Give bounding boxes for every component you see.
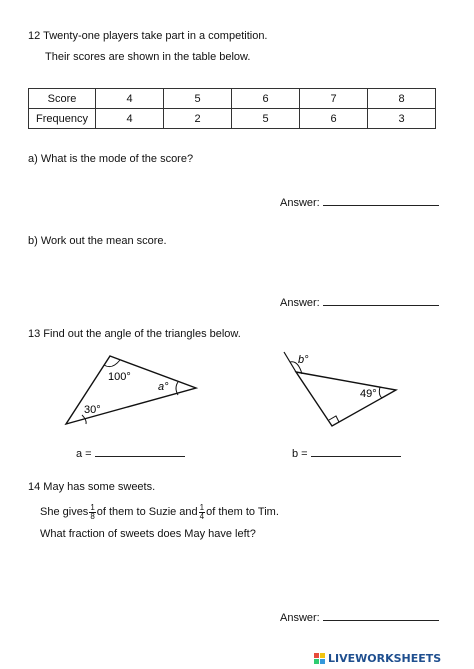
angle-b-field[interactable] <box>311 446 401 457</box>
table-row <box>29 109 436 129</box>
q14-title: 14 May has some sweets. <box>28 481 156 493</box>
gives-middle: of them to Suzie and <box>96 506 198 518</box>
answer-q14-row <box>280 610 439 625</box>
fraction-one-eighth <box>89 504 95 521</box>
q13-title: 13 Find out the angle of the triangles below. <box>28 328 241 340</box>
label-b: b = <box>292 448 308 460</box>
label-a: a = <box>76 448 92 460</box>
frac1-num: 1 <box>90 503 95 512</box>
q12-part-a: a) What is the mode of the score? <box>28 153 194 165</box>
table-cell: 5 <box>232 109 300 129</box>
table-cell: 2 <box>164 109 232 129</box>
table-cell: 3 <box>368 109 436 129</box>
answer-q14-field[interactable] <box>323 610 439 621</box>
angle-49-label: 49° <box>360 388 377 400</box>
table-cell: 6 <box>232 89 300 109</box>
q12-subtext: Their scores are shown in the table below. <box>45 51 251 63</box>
answer-label: Answer: <box>280 197 320 209</box>
frac2-num: 1 <box>199 503 205 512</box>
angle-a-label: a° <box>158 381 169 393</box>
angle-b-label: b° <box>298 354 309 366</box>
table-cell: 6 <box>300 109 368 129</box>
angle-30-label: 30° <box>84 404 101 416</box>
table-cell: Frequency <box>29 109 96 129</box>
answer-a-row <box>280 195 439 210</box>
answer-label: Answer: <box>280 297 320 309</box>
table-row <box>29 89 436 109</box>
logo-squares-icon <box>314 653 325 664</box>
gives-suffix: of them to Tim. <box>206 506 279 518</box>
table-cell: 8 <box>368 89 436 109</box>
triangle-a-figure <box>60 352 202 430</box>
answer-a-field[interactable] <box>323 195 439 206</box>
answer-label: Answer: <box>280 612 320 624</box>
frequency-table <box>28 88 436 129</box>
table-cell: Score <box>29 89 96 109</box>
liveworksheets-logo <box>314 652 441 665</box>
table-cell: 4 <box>96 109 164 129</box>
table-cell: 7 <box>300 89 368 109</box>
frac2-den: 4 <box>199 512 205 521</box>
angle-100-label: 100° <box>108 371 131 383</box>
q14-gives-row <box>40 504 279 521</box>
answer-b-field[interactable] <box>323 295 439 306</box>
answer-b-angle-row <box>292 446 401 461</box>
answer-a-angle-row <box>76 446 185 461</box>
table-cell: 5 <box>164 89 232 109</box>
gives-prefix: She gives <box>40 506 89 518</box>
frac1-den: 8 <box>90 512 95 521</box>
q12-part-b: b) Work out the mean score. <box>28 235 167 247</box>
q12-intro: 12 Twenty-one players take part in a competition. <box>28 30 268 42</box>
brand-text: LIVEWORKSHEETS <box>328 652 442 665</box>
angle-a-field[interactable] <box>95 446 185 457</box>
table-cell: 4 <box>96 89 164 109</box>
fraction-one-quarter <box>199 504 205 521</box>
answer-b-row <box>280 295 439 310</box>
triangle-b-figure <box>276 350 402 432</box>
q14-question: What fraction of sweets does May have left? <box>40 528 256 540</box>
